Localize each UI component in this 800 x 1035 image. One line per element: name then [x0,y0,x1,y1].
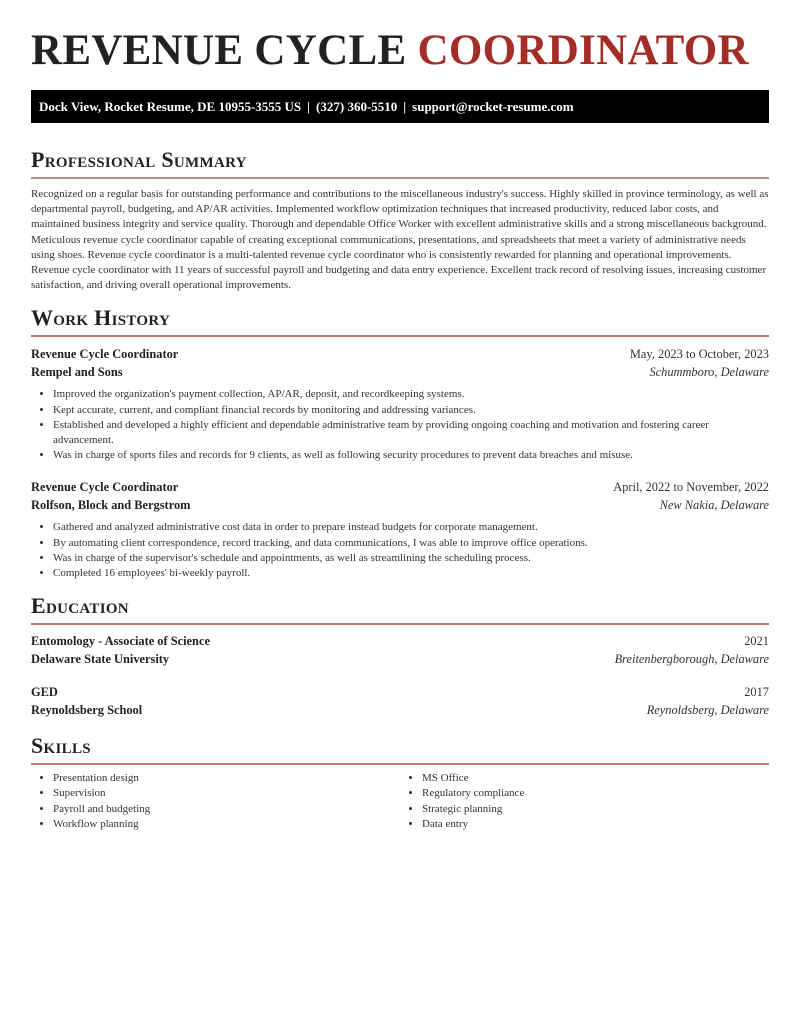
skill-item: • Regulatory compliance [422,786,769,801]
list-item: • By automating client correspondence, record tracking, and data communications, I was able to improve office operations. [53,536,769,551]
job-bullets [31,520,769,581]
section-divider [31,177,769,179]
skill-item: • Presentation design [53,771,400,786]
degree: GED [31,685,58,700]
job-entry [31,346,769,463]
section-divider [31,763,769,765]
education-entry [31,633,769,668]
school: Delaware State University [31,651,170,666]
job-company: Rempel and Sons [31,364,123,379]
job-company: Rolfson, Block and Bergstrom [31,497,191,512]
skill-item: • Supervision [53,786,400,801]
skill-item: • Payroll and budgeting [53,802,400,817]
job-dates: May, 2023 to October, 2023 [629,347,769,362]
section-divider [31,335,769,337]
list-item: • Improved the organization's payment collection, AP/AR, deposit, and recordkeeping systems. [53,387,769,402]
skill-item: • MS Office [422,771,769,786]
contact-email: support@rocket-resume.com [412,99,574,114]
job-dates: April, 2022 to November, 2022 [613,480,769,495]
education-entry [31,684,769,719]
work-history-section [31,305,769,581]
section-divider [31,623,769,625]
school: Reynoldsberg School [31,702,143,717]
job-bullets [31,387,769,463]
summary-section [31,147,769,293]
job-title: Revenue Cycle Coordinator [31,347,179,362]
section-heading-summary: Professional Summary [31,147,247,172]
section-heading-education: Education [31,593,129,619]
list-item: • Was in charge of sports files and records for 9 clients, as well as following security procedures to prevent data breaches and misuse. [53,448,769,463]
job-entry [31,479,769,581]
job-title: Revenue Cycle Coordinator [31,480,179,495]
skills-columns [31,771,769,832]
title-accent: COORDINATOR [417,27,749,74]
skill-item: • Data entry [422,817,769,832]
school-location: Breitenbergborough, Delaware [614,651,769,666]
skills-column-right [400,771,769,832]
education-section [31,593,769,719]
skill-item: • Workflow planning [53,817,400,832]
skills-column-left [31,771,400,832]
list-item: • Was in charge of the supervisor's schedule and appointments, as well as streamlining the scheduling process. [53,551,769,566]
graduation-year: 2017 [744,685,769,700]
section-heading-skills: Skills [31,733,91,759]
resume-title [31,0,769,74]
title-primary: REVENUE CYCLE [31,27,407,74]
graduation-year: 2021 [744,634,769,649]
degree: Entomology - Associate of Science [31,634,210,649]
contact-separator: | [403,99,407,114]
list-item: • Completed 16 employees' bi-weekly payroll. [53,566,769,581]
section-heading-work-history: Work History [31,305,171,331]
contact-bar [31,90,769,123]
school-location: Reynoldsberg, Delaware [646,702,769,717]
skill-item: • Strategic planning [422,802,769,817]
job-location: Schummboro, Delaware [649,364,769,379]
contact-separator: | [307,99,311,114]
contact-address: Dock View, Rocket Resume, DE 10955-3555 US [39,99,302,114]
summary-text: Recognized on a regular basis for outstanding performance and contributions to the miscellaneous industry's success. Highly skilled in province terminology, as well as departmental payroll, budgeting, and AP/AR activities. Implemented workflow optimization techniques that increased productivity, reduced labor costs, and maintained business integrity and service quality. Thorough and dependable Office Worker with excellent administrative skills and a strong miscellaneous background. Meticulous revenue cycle coordinator capable of creating exceptional communications, presentations, and spreadsheets that meet a variety of administrative needs using shoes. Revenue cycle coordinator is a multi-talented revenue cycle coordinator who is consistently rewarded for planning and operational improvements. Revenue cycle coordinator with 11 years of successful payroll and budgeting and data entry experience. Excellent track record of resolving issues, increasing customer satisfaction, and driving overall operational improvements. [31,188,769,292]
skills-section [31,733,769,832]
contact-phone: (327) 360-5510 [316,99,398,114]
job-location: New Nakia, Delaware [659,497,769,512]
list-item: • Established and developed a highly efficient and dependable administrative team by providing ongoing coaching and motivation and fostering career advancement. [53,418,769,448]
list-item: • Kept accurate, current, and compliant financial records by monitoring and addressing variances. [53,403,769,418]
list-item: • Gathered and analyzed administrative cost data in order to prepare instead budgets for corporate management. [53,520,769,535]
